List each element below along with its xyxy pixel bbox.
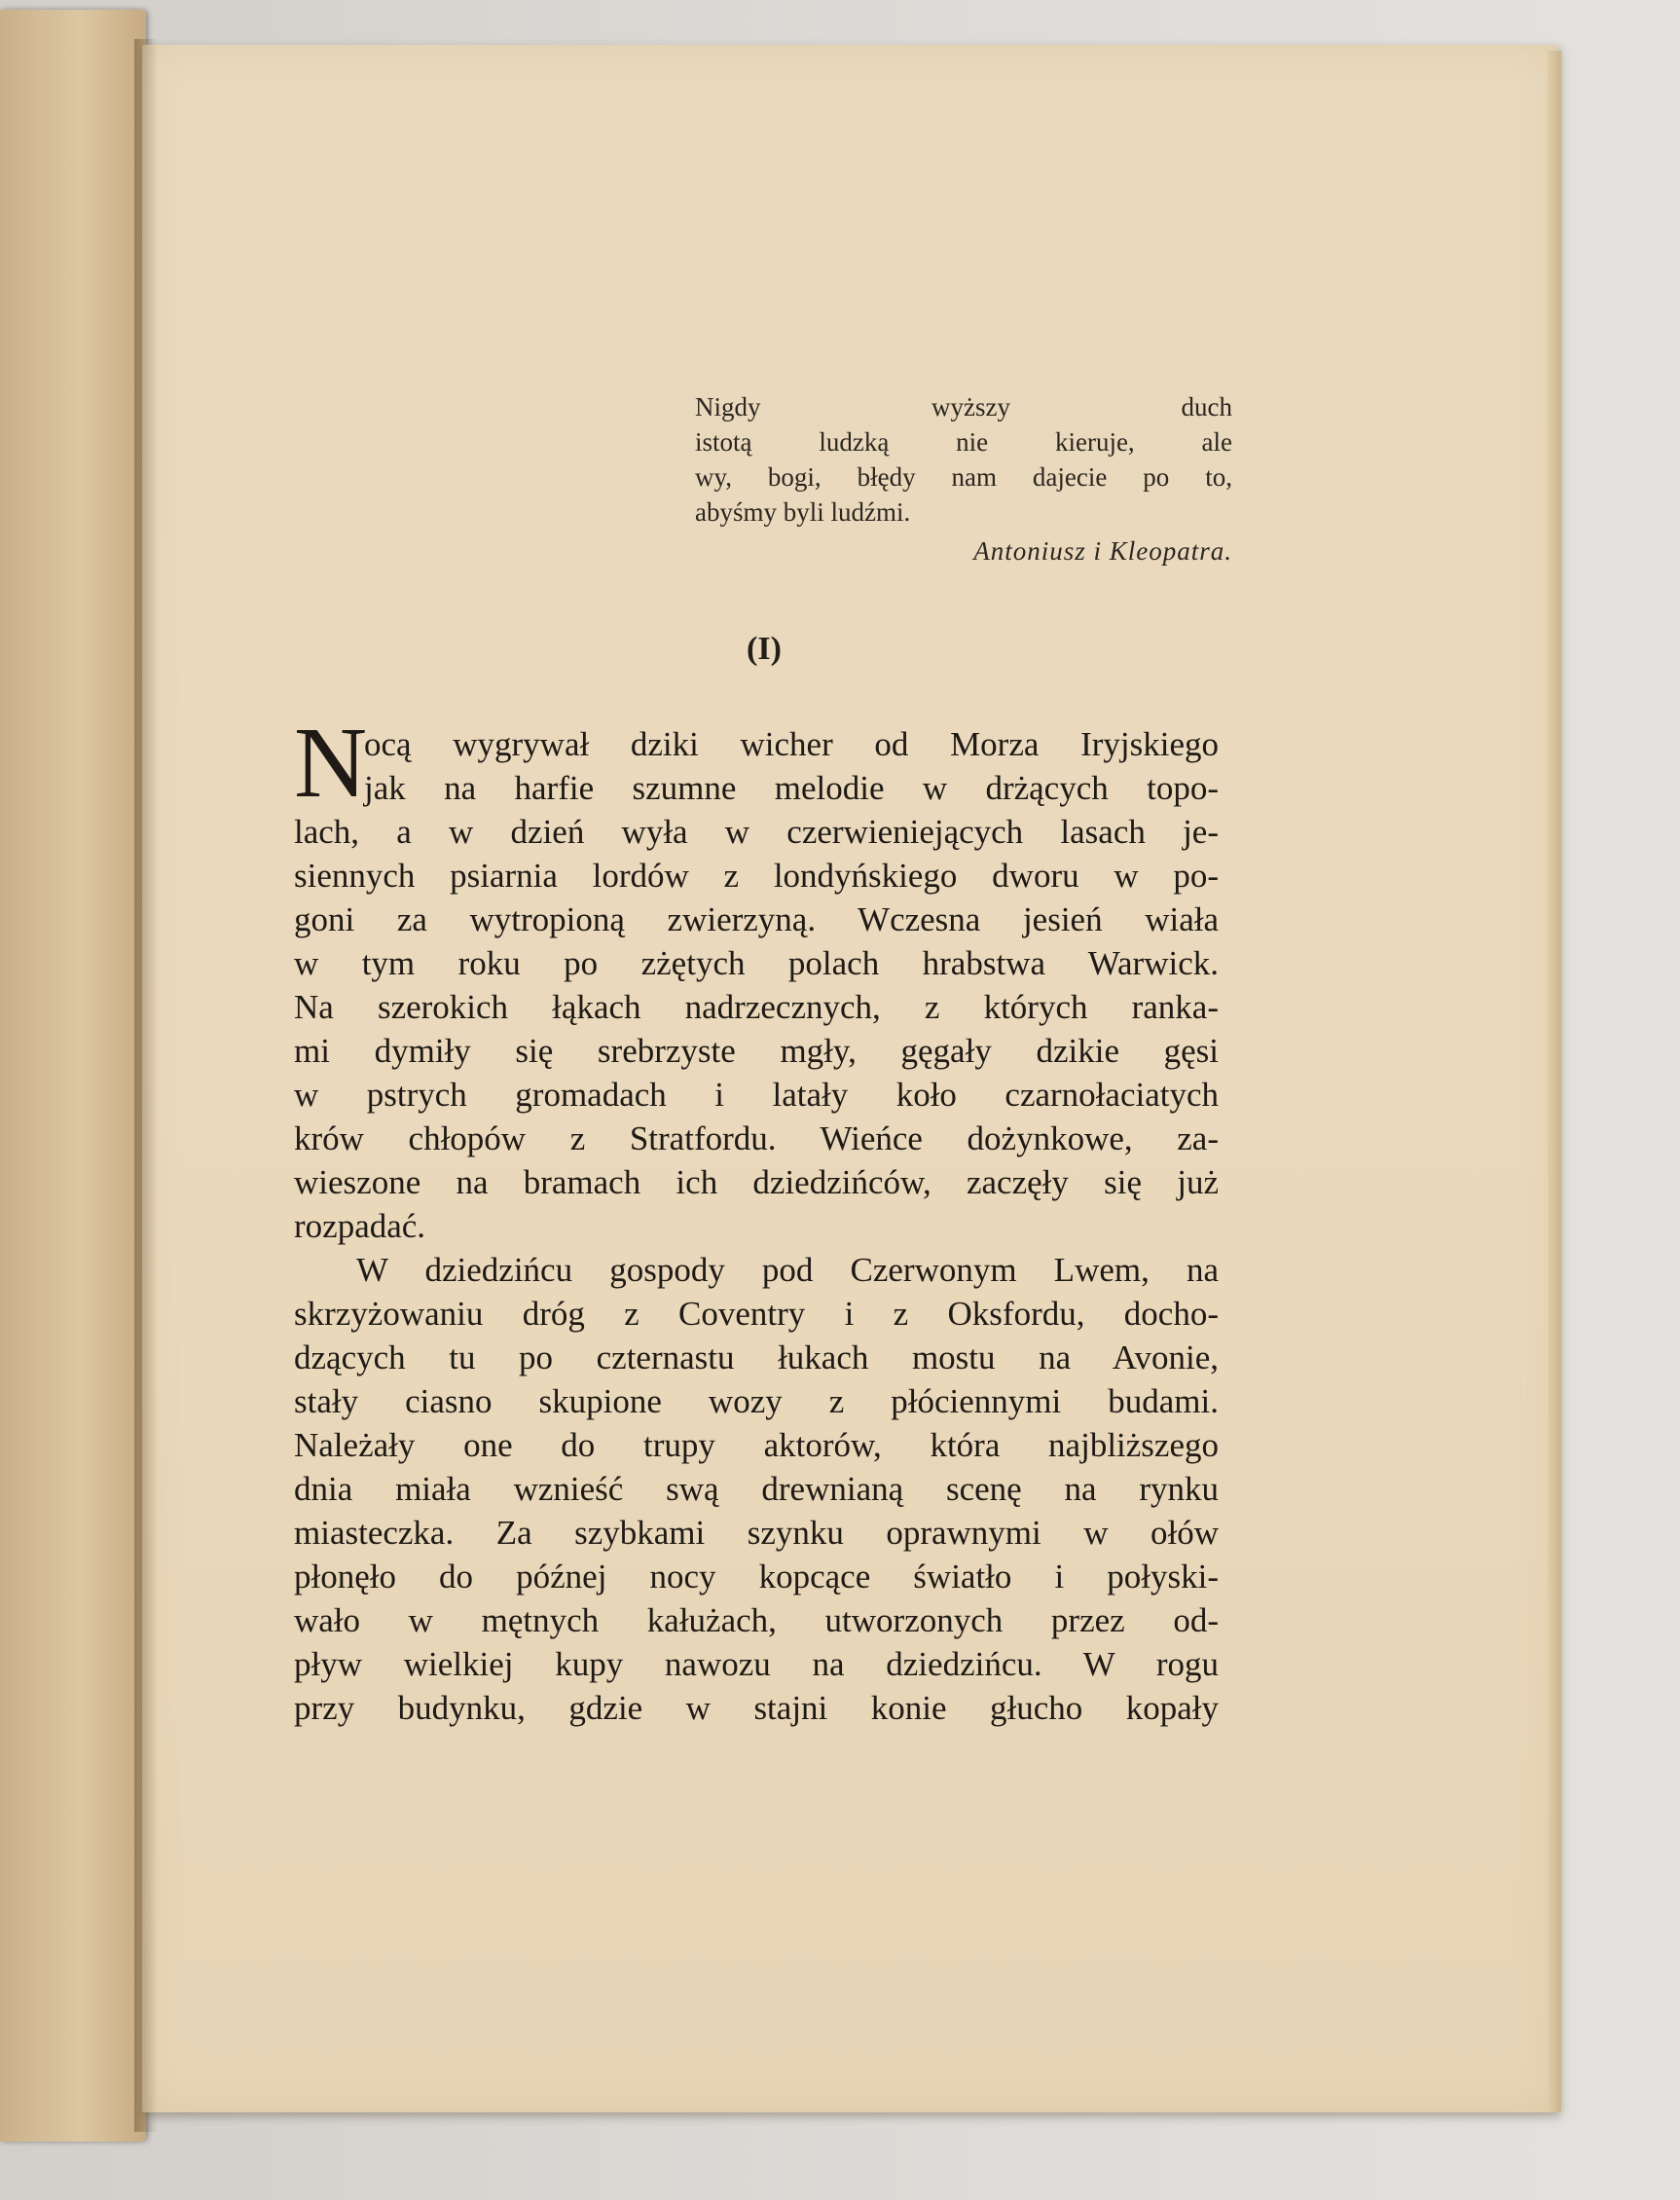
- epigraph-line: Nigdy wyższy duch: [695, 392, 1232, 422]
- text-line: wało w mętnych kałużach, utworzonych przez od-: [294, 1601, 1219, 1639]
- epigraph: [695, 389, 1232, 568]
- spine-shadow: [134, 39, 158, 2132]
- text-line: krów chłopów z Stratfordu. Wieńce dożynkowe, za-: [294, 1119, 1219, 1157]
- text-line: wieszone na bramach ich dziedzińców, zaczęły się już: [294, 1163, 1219, 1201]
- text-line: Na szerokich łąkach nadrzecznych, z których ranka-: [294, 988, 1219, 1026]
- text-line: płonęło do późnej nocy kopcące światło i połyski-: [294, 1558, 1219, 1595]
- body-text: [294, 707, 1219, 1730]
- epigraph-line: abyśmy byli ludźmi.: [695, 497, 911, 527]
- page-right-edge: [1548, 51, 1561, 2112]
- text-line: mi dymiły się srebrzyste mgły, gęgały dzikie gęsi: [294, 1032, 1219, 1070]
- text-line: miasteczka. Za szybkami szynku oprawnymi w ołów: [294, 1514, 1219, 1552]
- text-line: W dziedzińcu gospody pod Czerwonym Lwem, na: [356, 1251, 1219, 1289]
- drop-cap: N: [294, 707, 368, 819]
- text-line: jak na harfie szumne melodie w drżących topo-: [364, 769, 1219, 807]
- text-line: goni za wytropioną zwierzyną. Wczesna jesień wiała: [294, 900, 1219, 938]
- text-line: stały ciasno skupione wozy z płóciennymi budami.: [294, 1382, 1219, 1420]
- text-line: w tym roku po zżętych polach hrabstwa Warwick.: [294, 944, 1219, 982]
- epigraph-source: Antoniusz i Kleopatra.: [973, 536, 1232, 566]
- epigraph-line: wy, bogi, błędy nam dajecie po to,: [695, 462, 1232, 492]
- text-line: przy budynku, gdzie w stajni konie głucho kopały: [294, 1689, 1219, 1727]
- text-line: ocą wygrywał dziki wicher od Morza Iryjskiego: [364, 725, 1219, 763]
- epigraph-line: istotą ludzką nie kieruje, ale: [695, 427, 1232, 457]
- text-line: lach, a w dzień wyła w czerwieniejących lasach je-: [294, 813, 1219, 851]
- text-line: dnia miała wznieść swą drewnianą scenę na rynku: [294, 1470, 1219, 1508]
- left-page-edge: [0, 10, 146, 2142]
- text-line: skrzyżowaniu dróg z Coventry i z Oksfordu, docho-: [294, 1295, 1219, 1333]
- text-line: w pstrych gromadach i latały koło czarnołaciatych: [294, 1076, 1219, 1114]
- text-line: Należały one do trupy aktorów, która najbliższego: [294, 1426, 1219, 1464]
- text-line: siennych psiarnia lordów z londyńskiego dworu w po-: [294, 857, 1219, 895]
- text-line: pływ wielkiej kupy nawozu na dziedzińcu. W rogu: [294, 1645, 1219, 1683]
- chapter-heading: (I): [747, 631, 782, 667]
- text-line: dzących tu po czternastu łukach mostu na Avonie,: [294, 1338, 1219, 1376]
- text-line: rozpadać.: [294, 1207, 426, 1245]
